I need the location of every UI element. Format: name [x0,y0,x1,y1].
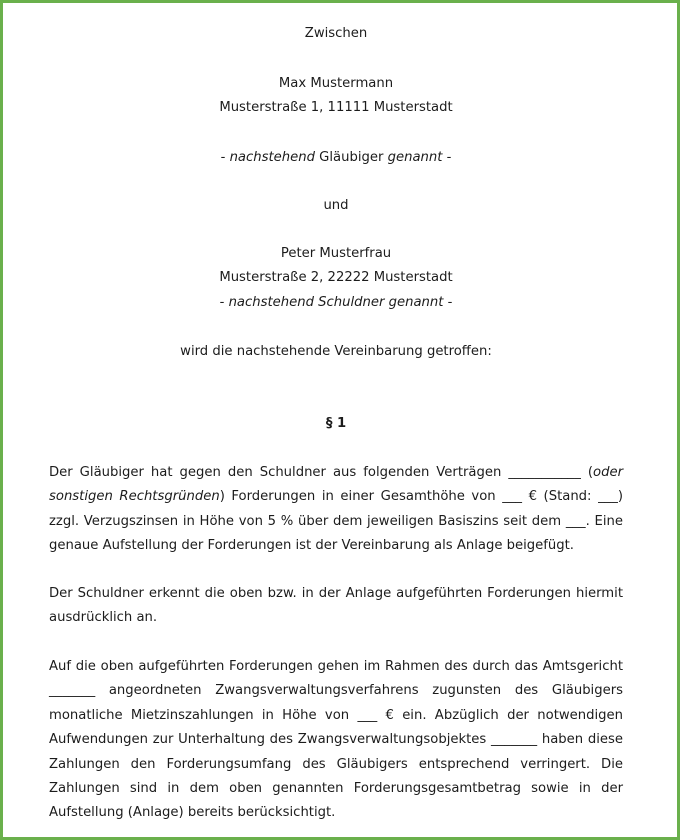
paragraph-1-part-b: ) Forderungen in einer Gesamthöhe von ___ € (Stand: ___) zzgl. Verzugszinsen in Höhe von 5 % über dem jeweiligen Basiszins seit dem ___. Eine genaue Aufstellung der Forderungen ist der Vereinbarung als Anlage beigefügt. [49,489,623,554]
paragraph-1 [49,461,623,559]
section-title: § 1 [325,416,347,431]
creditor-address: Musterstraße 1, 11111 Musterstadt [219,100,453,115]
between-text: Zwischen [304,26,368,41]
paragraph-2: Der Schuldner erkennt die oben bzw. in der Anlage aufgeführten Forderungen hiermit ausdrücklich an. [49,586,623,626]
creditor-role-suffix: - [442,150,452,165]
creditor-role-italic-2: genannt [387,150,443,165]
paragraph-3: Auf die oben aufgeführten Forderungen gehen im Rahmen des durch das Amtsgericht _______ angeordneten Zwangsverwaltungsverfahrens zugunsten des Gläubigers monatliche Mietzinszahlungen in Höhe von ___ € ein. Abzüglich der notwendigen Aufwendungen zur Unterhaltung des Zwangsverwaltungsobjektes _______ haben diese Zahlungen den Forderungsumfang des Gläubigers entsprechend verringert. Die Zahlungen sind in dem oben genannten Forderungsgesamtbetrag sowie in der Aufstellung (Anlage) bereits berücksichtigt. [49,659,623,821]
paragraph-1-part-a: Der Gläubiger hat gegen den Schuldner aus folgenden Verträgen ___________ ( [49,465,594,480]
debtor-role-italic: nachstehend Schuldner genannt [228,295,444,310]
creditor-role [49,149,623,167]
debtor-address: Musterstraße 2, 22222 Musterstadt [219,270,453,285]
creditor-role-plain: Gläubiger [314,150,388,165]
creditor-role-prefix: - [220,150,230,165]
debtor-role [49,294,623,312]
and-text: und [323,198,349,213]
debtor-role-suffix: - [443,295,453,310]
agreement-text: wird die nachstehende Vereinbarung getroffen: [180,344,492,359]
debtor-name: Peter Musterfrau [280,246,392,261]
paragraph-1-italic: oder sonstigen Rechtsgründen [49,465,623,505]
debtor-role-prefix: - [219,295,229,310]
creditor-name: Max Mustermann [278,76,394,91]
creditor-role-italic-1: nachstehend [229,150,315,165]
